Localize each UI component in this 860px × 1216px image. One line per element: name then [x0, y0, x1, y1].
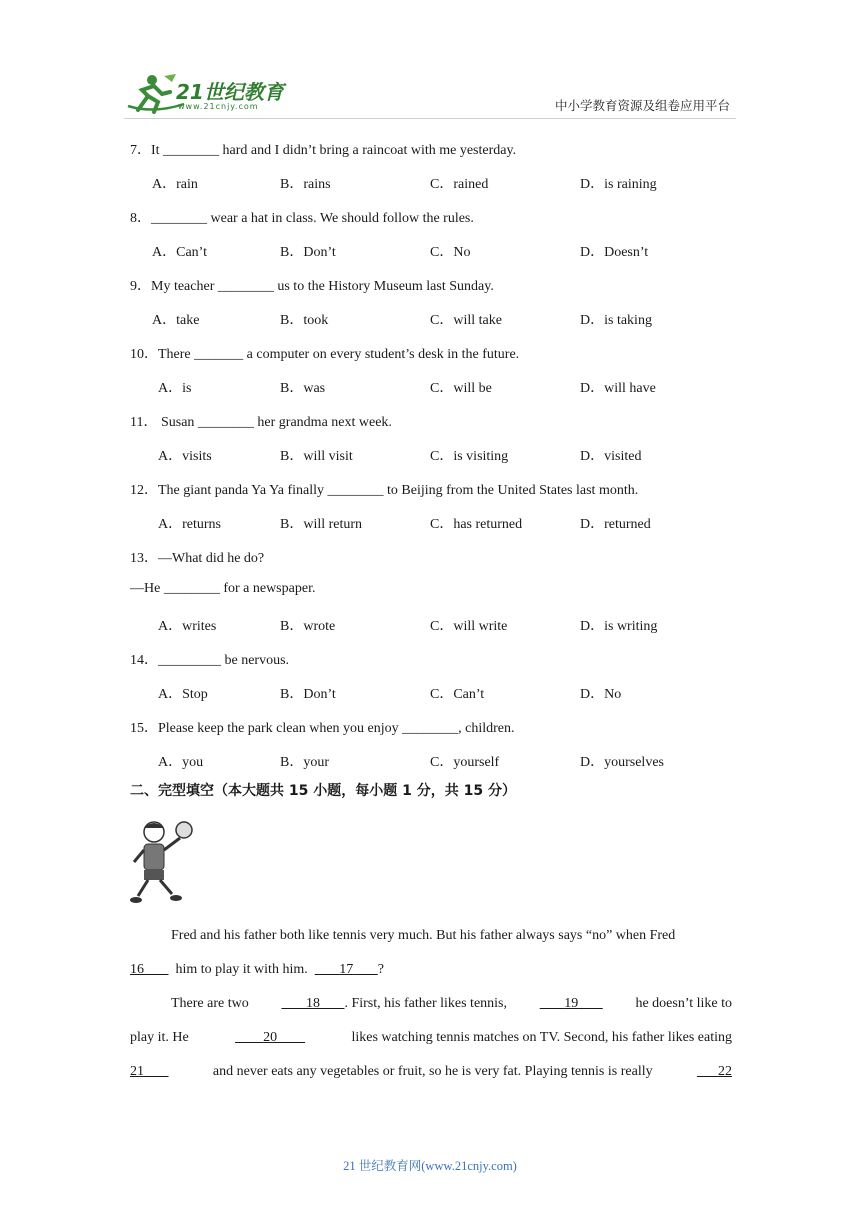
question-stem: 12．The giant panda Ya Ya finally ________ to Beijing from the United States last month.: [130, 483, 639, 498]
answer-option[interactable]: A．writes: [158, 619, 217, 634]
answer-option[interactable]: B．wrote: [280, 619, 336, 634]
passage-text: likes watching tennis matches on TV. Second, his father likes eating: [351, 1030, 732, 1045]
answer-option[interactable]: A．Stop: [158, 687, 208, 702]
logo-url: www.21cnjy.com: [178, 102, 259, 111]
answer-option[interactable]: D．is raining: [580, 177, 657, 192]
site-logo: [124, 70, 294, 118]
passage-line-3: [171, 996, 732, 1012]
passage-text: . First, his father likes tennis,: [344, 996, 507, 1011]
question-stem: 9．My teacher ________ us to the History Museum last Sunday.: [130, 279, 494, 294]
answer-option[interactable]: A．is: [158, 381, 192, 396]
answer-option[interactable]: B．was: [280, 381, 326, 396]
passage-text: him to play it with him.: [175, 962, 308, 977]
answer-option[interactable]: D．is taking: [580, 313, 652, 328]
passage-text: There are two: [171, 996, 249, 1011]
answer-option[interactable]: B．will visit: [280, 449, 353, 464]
passage-text: he doesn’t like to: [635, 996, 732, 1011]
blank-20: 20: [263, 1030, 278, 1045]
passage-line-5: [130, 1064, 732, 1080]
logo-text: 21世纪教育: [176, 80, 284, 104]
answer-option[interactable]: B．Don’t: [280, 687, 336, 702]
answer-option[interactable]: D．yourselves: [580, 755, 664, 770]
answer-option[interactable]: B．took: [280, 313, 329, 328]
answer-option[interactable]: D．visited: [580, 449, 642, 464]
blank-19: 19: [564, 996, 579, 1011]
answer-option[interactable]: C．will take: [430, 313, 502, 328]
passage-text: play it. He: [130, 1030, 189, 1045]
answer-option[interactable]: B．will return: [280, 517, 363, 532]
question-stem-line2: —He ________ for a newspaper.: [130, 581, 316, 596]
boy-tennis-icon: [128, 818, 198, 906]
blank-17: 17: [339, 962, 354, 977]
answer-option[interactable]: A．visits: [158, 449, 212, 464]
answer-option[interactable]: B．Don’t: [280, 245, 336, 260]
answer-option[interactable]: D．is writing: [580, 619, 658, 634]
blank-22: 22: [717, 1064, 732, 1079]
header-platform-text: 中小学教育资源及组卷应用平台: [554, 98, 730, 113]
question-stem: 11． Susan ________ her grandma next week.: [130, 415, 392, 430]
blank-16: 16: [130, 962, 144, 977]
question-stem: 10．There _______ a computer on every student’s desk in the future.: [130, 347, 520, 362]
answer-option[interactable]: C．No: [430, 245, 471, 260]
question-stem: 8．________ wear a hat in class. We should follow the rules.: [130, 211, 474, 226]
section-title: 二、完型填空（本大题共 15 小题，每小题 1 分，共 15 分）: [130, 783, 516, 799]
answer-option[interactable]: B．rains: [280, 177, 331, 192]
answer-option[interactable]: A．returns: [158, 517, 221, 532]
question-stem: 7．It ________ hard and I didn’t bring a raincoat with me yesterday.: [130, 143, 517, 158]
answer-option[interactable]: C．has returned: [430, 517, 523, 532]
answer-option[interactable]: D．will have: [580, 381, 656, 396]
header-divider: [124, 118, 736, 119]
answer-option[interactable]: A．Can’t: [152, 245, 207, 260]
passage-text: and never eats any vegetables or fruit, so he is very fat. Playing tennis is really: [212, 1064, 653, 1079]
blank-18: 18: [305, 996, 320, 1011]
answer-option[interactable]: A．take: [152, 313, 200, 328]
answer-option[interactable]: C．yourself: [430, 755, 500, 770]
page-footer: 21 世纪教育网(www.21cnjy.com): [343, 1159, 517, 1173]
question-stem: 15．Please keep the park clean when you enjoy ________, children.: [130, 721, 515, 736]
answer-option[interactable]: D．Doesn’t: [580, 245, 649, 260]
answer-option[interactable]: A．you: [158, 755, 204, 770]
passage-line-2: [130, 962, 384, 978]
passage-line-1: Fred and his father both like tennis very much. But his father always says “no” when Fred: [171, 928, 676, 943]
question-stem: 13．—What did he do?: [130, 551, 265, 566]
answer-option[interactable]: C．rained: [430, 177, 489, 192]
answer-option[interactable]: C．Can’t: [430, 687, 485, 702]
answer-option[interactable]: A．rain: [152, 177, 198, 192]
passage-text: ?: [377, 962, 384, 977]
answer-option[interactable]: D．No: [580, 687, 622, 702]
question-stem: 14．_________ be nervous.: [130, 653, 290, 668]
blank-21: 21: [130, 1064, 144, 1079]
answer-option[interactable]: C．will write: [430, 619, 508, 634]
passage-line-4: [130, 1030, 732, 1046]
answer-option[interactable]: C．is visiting: [430, 449, 509, 464]
answer-option[interactable]: D．returned: [580, 517, 651, 532]
answer-option[interactable]: B．your: [280, 755, 329, 770]
answer-option[interactable]: C．will be: [430, 381, 492, 396]
